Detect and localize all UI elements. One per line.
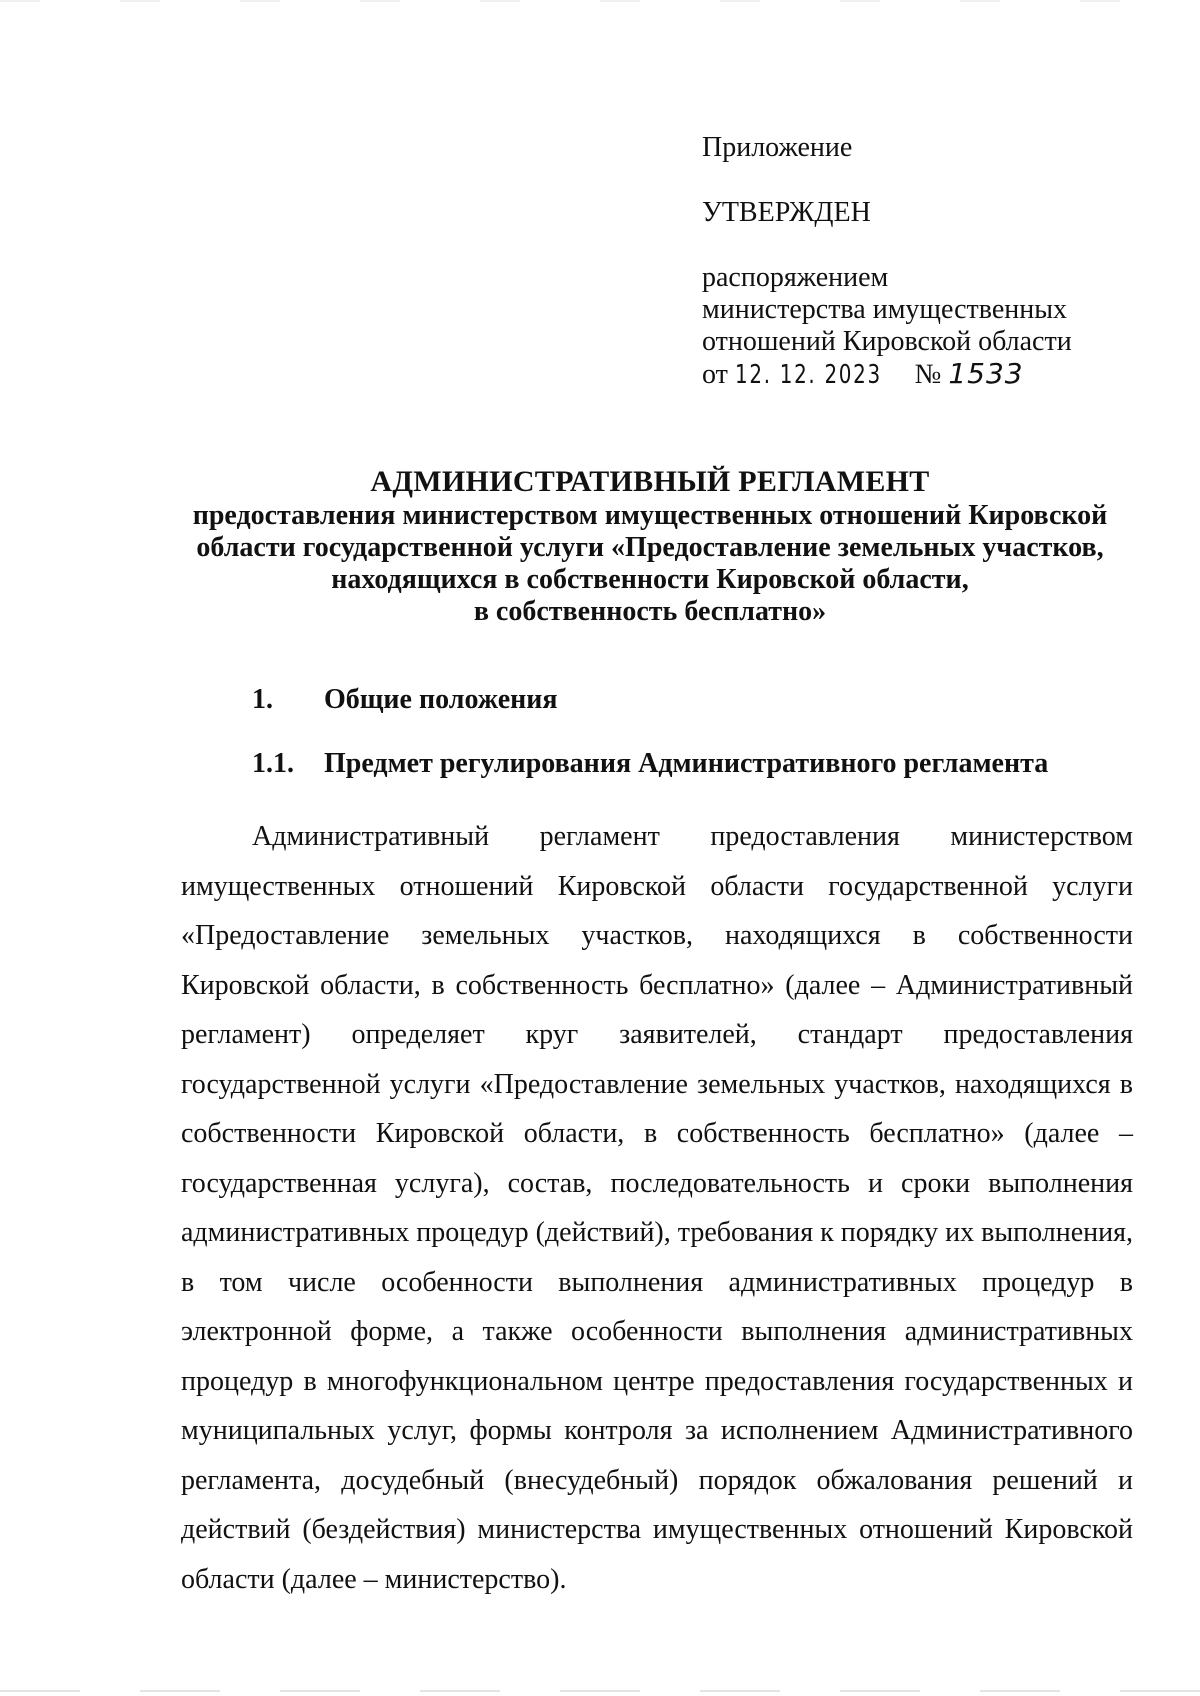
scan-edge-bottom xyxy=(0,1690,1200,1692)
body-paragraph: Административный регламент предоставления министерством имущественных отношений Кировской области государственной услуги «Предоставление земельных участков, находящихся в собственности Кировской области, в собственность бесплатно» (далее – Административный регламент) определяет круг заявителей, стандарт предоставления государственной услуги «Предоставление земельных участков, находящихся в собственности Кировской области, в собственность бесплатно» (далее – государственная услуга), состав, последовательность и сроки выполнения административных процедур (действий), требования к порядку их выполнения, в том числе особенности выполнения административных процедур в электронной форме, а также особенности выполнения административных процедур в многофункциональном центре предоставления государственных и муниципальных услуг, формы контроля за исполнением Административного регламента, досудебный (внесудебный) порядок обжалования решений и действий (бездействия) министерства имущественных отношений Кировской области (далее – министерство). xyxy=(181,821,1133,1595)
section-heading-1 xyxy=(252,684,952,716)
appendix-label: Приложение xyxy=(702,132,853,163)
document-title-block xyxy=(160,466,1140,628)
title-line-2: области государственной услуги «Предоставление земельных участков, xyxy=(196,532,1104,563)
approval-line-1: распоряжением xyxy=(702,262,889,293)
approval-line-2: министерства имущественных xyxy=(702,294,1068,325)
order-number: 1533 xyxy=(948,357,1024,390)
approval-line-3: отношений Кировской области xyxy=(702,326,1072,357)
order-date-number xyxy=(702,358,1142,391)
section-number: 1. xyxy=(252,684,273,715)
title-line-4: в собственность бесплатно» xyxy=(473,596,827,627)
document-title: АДМИНИСТРАТИВНЫЙ РЕГЛАМЕНТ xyxy=(370,465,930,498)
approved-label: УТВЕРЖДЕН xyxy=(702,197,871,228)
section-title: Предмет регулирования Административного регламента xyxy=(324,748,1049,779)
date-prefix: от xyxy=(702,359,728,390)
title-line-1: предоставления министерством имущественных отношений Кировской xyxy=(192,500,1108,531)
section-heading-1-1 xyxy=(252,748,1132,780)
section-number: 1.1. xyxy=(252,748,294,779)
scan-edge-top xyxy=(0,0,1200,2)
number-sign: № xyxy=(914,359,942,390)
approval-block xyxy=(702,132,1142,391)
title-line-3: находящихся в собственности Кировской области, xyxy=(331,564,969,595)
order-date: 12. 12. 2023 xyxy=(734,360,882,390)
section-title: Общие положения xyxy=(324,684,558,715)
